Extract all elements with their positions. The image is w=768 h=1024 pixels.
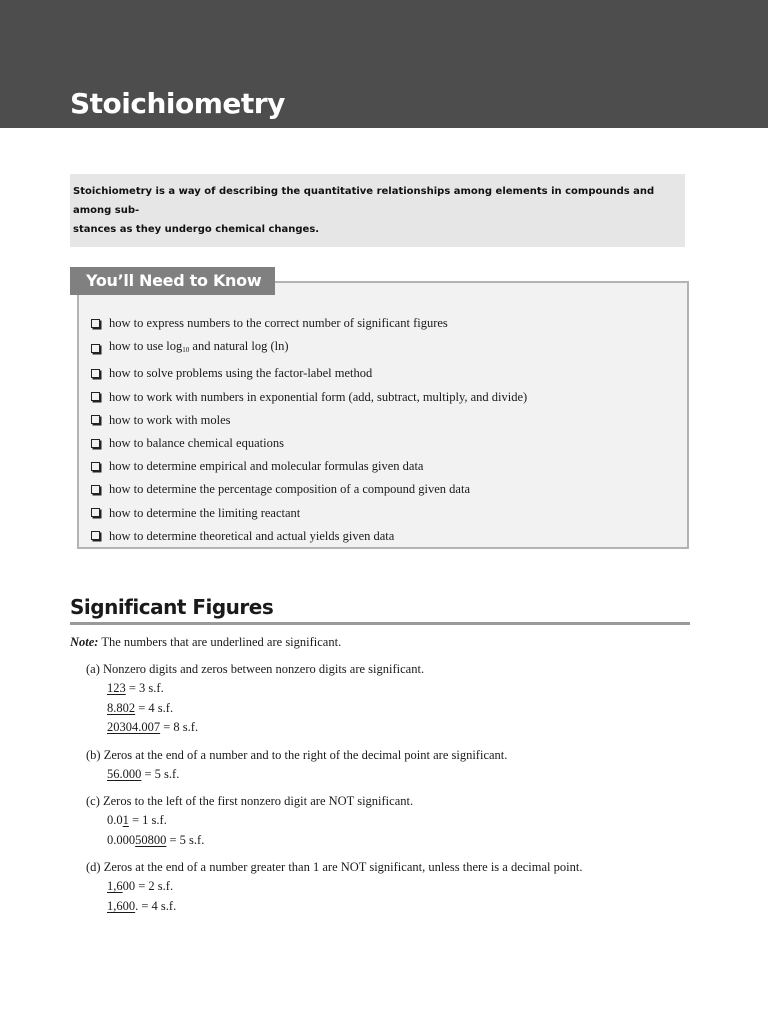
example-post: . = 4 s.f. — [135, 898, 177, 913]
list-item — [91, 335, 527, 362]
rule-b — [86, 745, 507, 785]
rule-d — [86, 857, 582, 916]
example-pre: 0.000 — [107, 832, 136, 847]
example — [107, 718, 424, 738]
list-item — [91, 432, 527, 455]
list-item — [91, 502, 527, 525]
need-to-know-tab: You’ll Need to Know — [70, 267, 275, 295]
list-item-text-b: and natural log (ln) — [189, 339, 289, 354]
note-label: Note: — [70, 635, 99, 649]
rule-c — [86, 791, 413, 850]
example-post: = 5 s.f. — [166, 832, 205, 847]
list-item-text: how to determine the limiting reactant — [109, 505, 301, 520]
list-item-text: how to determine empirical and molecular formulas given data — [109, 459, 424, 474]
example-post: = 4 s.f. — [135, 700, 174, 715]
example-post: = 1 s.f. — [128, 813, 167, 827]
list-item — [91, 312, 527, 335]
example — [107, 699, 424, 719]
example-significant: 20304.007 — [107, 720, 161, 734]
section-title: Significant Figures — [70, 592, 690, 625]
example-post: 00 = 2 s.f. — [122, 879, 174, 893]
example-post: = 5 s.f. — [141, 767, 180, 781]
checkbox-icon — [91, 392, 100, 401]
list-item-text: how to balance chemical equations — [109, 436, 284, 451]
checkbox-icon — [91, 369, 100, 378]
example — [107, 765, 507, 785]
example-post: = 3 s.f. — [125, 681, 164, 695]
rule-text: (b) Zeros at the end of a number and to the right of the decimal point are significant. — [86, 748, 508, 762]
example — [107, 679, 424, 699]
rule-a — [86, 659, 424, 738]
chapter-title: Stoichiometry — [70, 87, 285, 120]
list-item-text: how to work with numbers in exponential form (add, subtract, multiply, and divide) — [109, 389, 528, 404]
list-item — [91, 525, 527, 548]
example-pre: 0.0 — [107, 813, 123, 827]
intro-box — [70, 174, 685, 247]
checkbox-icon — [91, 344, 100, 353]
list-item-text-a: how to use log — [109, 339, 183, 354]
chapter-banner — [0, 0, 768, 128]
list-item-text: how to determine the percentage composition of a compound given data — [109, 482, 470, 497]
note — [70, 633, 341, 651]
list-item — [91, 455, 527, 478]
example-significant: 123 — [107, 681, 126, 695]
list-item-text: how to work with moles — [109, 412, 231, 427]
need-to-know-list — [91, 312, 527, 548]
list-item — [91, 409, 527, 432]
list-item-text: how to determine theoretical and actual yields given data — [109, 528, 395, 543]
intro-line-2: stances as they undergo chemical changes. — [73, 224, 320, 235]
note-text: The numbers that are underlined are significant. — [98, 635, 342, 649]
example-significant: 8.802 — [107, 700, 136, 715]
rule-text: (a) Nonzero digits and zeros between nonzero digits are significant. — [86, 662, 425, 676]
list-item — [91, 362, 527, 385]
list-item — [91, 386, 527, 409]
checkbox-icon — [91, 319, 100, 328]
example-significant: 50800 — [135, 832, 167, 847]
example — [107, 831, 413, 851]
example — [107, 897, 582, 917]
example-significant: 1,600 — [107, 898, 136, 913]
checkbox-icon — [91, 462, 100, 471]
checkbox-icon — [91, 508, 100, 517]
list-item-text: how to express numbers to the correct number of significant figures — [109, 316, 448, 330]
list-item-text — [109, 335, 289, 362]
log-subscript: 10 — [182, 346, 190, 355]
example-significant: 56.000 — [107, 767, 142, 781]
checkbox-icon — [91, 485, 100, 494]
intro-line-1: Stoichiometry is a way of describing the quantitative relationships among elements in compounds and among sub- — [73, 186, 655, 216]
example-post: = 8 s.f. — [160, 720, 199, 734]
checkbox-icon — [91, 531, 100, 540]
example-significant: 1,6 — [107, 879, 123, 893]
list-item-text: how to solve problems using the factor-label method — [109, 366, 373, 381]
example — [107, 877, 582, 897]
example-significant: 1 — [122, 813, 129, 827]
checkbox-icon — [91, 415, 100, 424]
list-item — [91, 478, 527, 501]
rule-text: (d) Zeros at the end of a number greater than 1 are NOT significant, unless there is a decimal point. — [86, 860, 583, 874]
example — [107, 811, 413, 831]
checkbox-icon — [91, 439, 100, 448]
rule-text: (c) Zeros to the left of the first nonzero digit are NOT significant. — [86, 794, 414, 808]
